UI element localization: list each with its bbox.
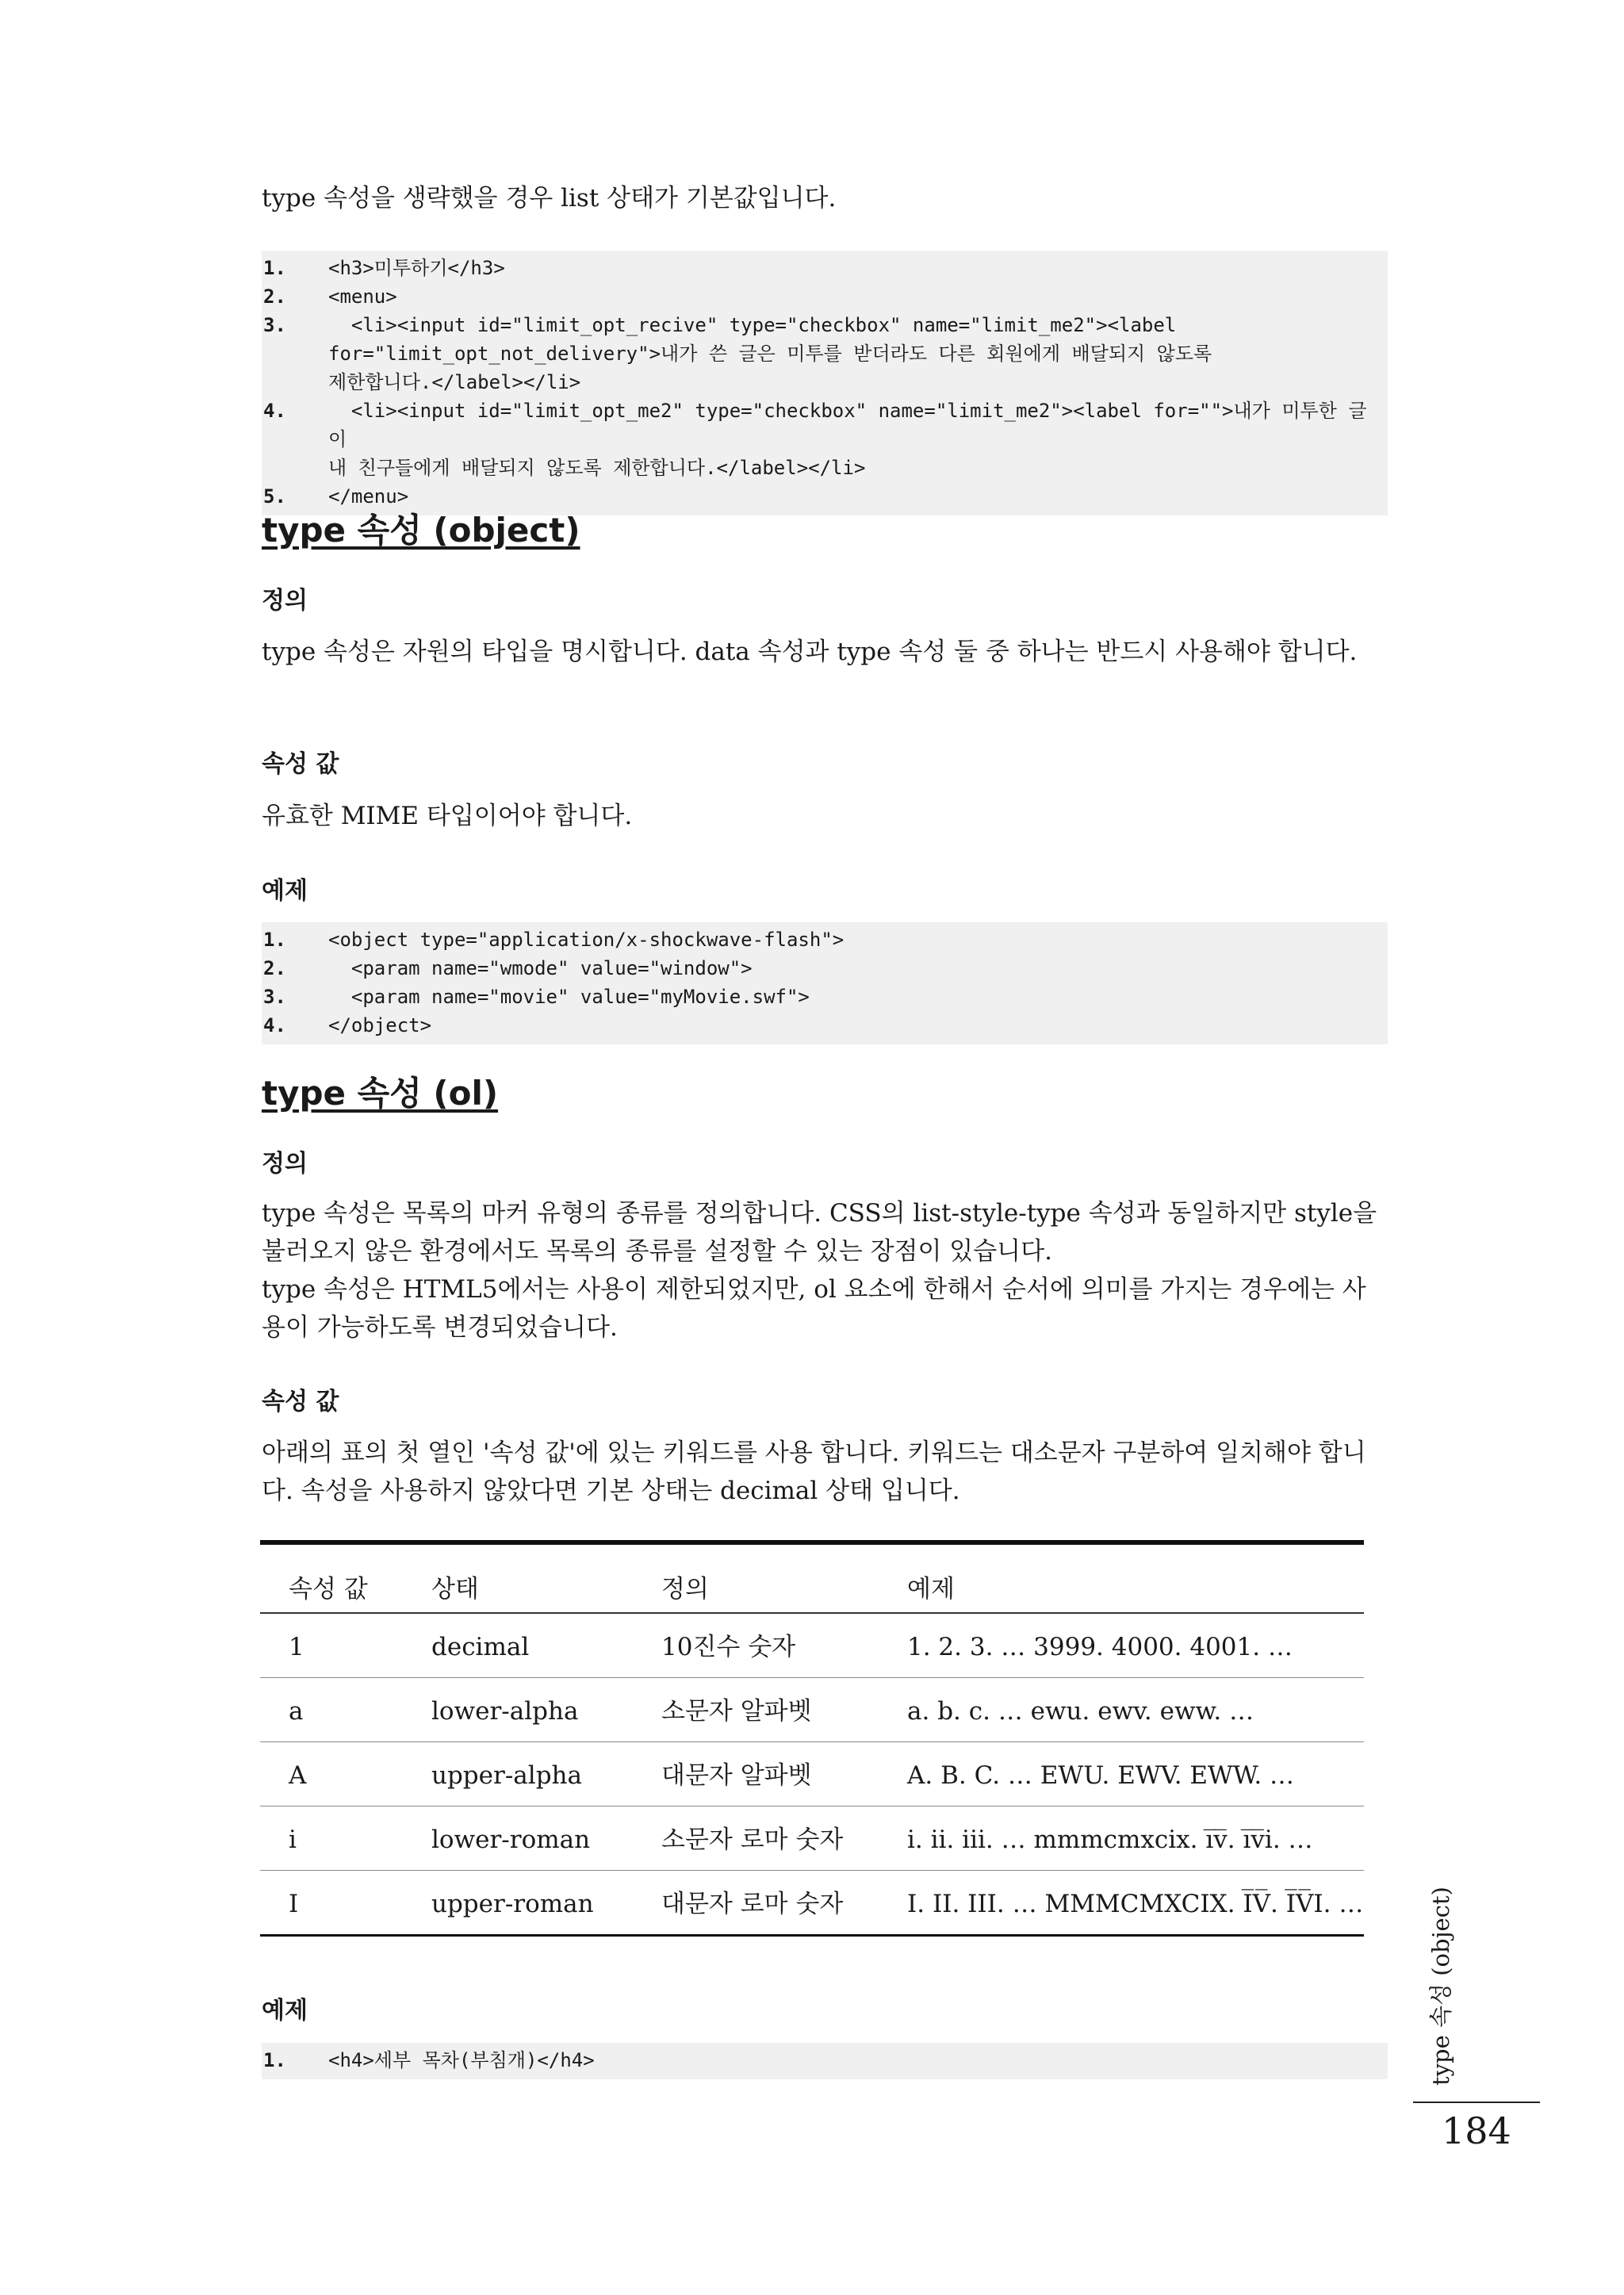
table-cell: A bbox=[289, 1761, 307, 1790]
object-definition-text: type 속성은 자원의 타입을 명시합니다. data 속성과 type 속성 둘 중 하나는 반드시 사용해야 합니다. bbox=[262, 638, 1358, 666]
code-line bbox=[262, 254, 1388, 282]
column-header: 정의 bbox=[661, 1575, 709, 1603]
table-cell: I bbox=[289, 1890, 299, 1918]
object-value-text: 유효한 MIME 타입이어야 합니다. bbox=[262, 802, 633, 830]
code-line bbox=[262, 983, 1388, 1011]
code-block-object bbox=[262, 922, 1388, 1044]
page-number: 184 bbox=[1442, 2109, 1511, 2152]
code-text: <menu> bbox=[328, 285, 397, 308]
ol-definition-text: type 속성은 목록의 마커 유형의 종류를 정의합니다. CSS의 list-style-type 속성과 동일하지만 style을 불러오지 않은 환경에서도 목록의 종류를 설정할 수 있는 장점이 있습니다. bbox=[262, 1199, 1377, 1266]
table-row bbox=[260, 1613, 1364, 1678]
line-number: 1. bbox=[263, 257, 286, 279]
code-line bbox=[262, 311, 1388, 397]
code-text: </object> bbox=[328, 1014, 432, 1036]
page-number-rule bbox=[1413, 2102, 1540, 2103]
ol-value-text: 아래의 표의 첫 열인 '속성 값'에 있는 키워드를 사용 합니다. 키워드는 대소문자 구분하여 일치해야 합니다. 속성을 사용하지 않았다면 기본 상태는 decimal 상태 입니다. bbox=[262, 1439, 1366, 1505]
running-section-label: type 속성 (object) bbox=[1427, 1887, 1454, 2086]
line-number: 3. bbox=[263, 986, 286, 1008]
table-cell: 1. 2. 3. … 3999. 4000. 4001. … bbox=[907, 1633, 1293, 1661]
column-header: 상태 bbox=[431, 1575, 479, 1603]
table-cell: 소문자 로마 숫자 bbox=[661, 1826, 844, 1854]
code-text: <object type="application/x-shockwave-flash"> bbox=[328, 929, 845, 951]
line-number: 1. bbox=[263, 2049, 286, 2071]
table-cell: I. II. III. … MMMCMXCIX. I̅V̅. I̅V̅I. … bbox=[907, 1890, 1364, 1918]
code-text: <param name="movie" value="myMovie.swf"> bbox=[328, 986, 810, 1008]
code-text: <li><input id="limit_opt_recive" type="checkbox" name="limit_me2"><label for="limit_opt_not_delivery">내가 쓴 글은 미투를 받더라도 다른 회원에게 배달되지 않도록 제한합니다.</label></li> bbox=[328, 314, 1212, 393]
table-row bbox=[260, 1806, 1364, 1871]
definition-heading: 정의 bbox=[262, 1150, 308, 1178]
section-title-object: type 속성 (object) bbox=[262, 511, 580, 550]
ol-definition-text-2: type 속성은 HTML5에서는 사용이 제한되었지만, ol 요소에 한해서 순서에 의미를 가지는 경우에는 사용이 가능하도록 변경되었습니다. bbox=[262, 1275, 1366, 1342]
line-number: 5. bbox=[263, 485, 286, 508]
code-text: </menu> bbox=[328, 485, 409, 508]
example-heading: 예제 bbox=[262, 1997, 308, 2025]
line-number: 3. bbox=[263, 314, 286, 336]
definition-heading: 정의 bbox=[262, 587, 308, 615]
line-number: 1. bbox=[263, 929, 286, 951]
code-line bbox=[262, 2046, 1388, 2075]
line-number: 4. bbox=[263, 1014, 286, 1036]
code-line bbox=[262, 1011, 1388, 1040]
table-cell: lower-alpha bbox=[431, 1697, 579, 1726]
table-cell: a bbox=[289, 1697, 304, 1726]
column-header: 속성 값 bbox=[289, 1575, 368, 1603]
table-row bbox=[260, 1871, 1364, 1936]
code-line bbox=[262, 397, 1388, 482]
table-row bbox=[260, 1742, 1364, 1806]
code-text: <param name="wmode" value="window"> bbox=[328, 957, 753, 979]
column-header: 예제 bbox=[907, 1575, 955, 1603]
code-text: <h4>세부 목차(부침개)</h4> bbox=[328, 2049, 595, 2071]
code-line bbox=[262, 954, 1388, 983]
code-line bbox=[262, 925, 1388, 954]
example-heading: 예제 bbox=[262, 877, 308, 905]
table-cell: lower-roman bbox=[431, 1826, 591, 1854]
code-line bbox=[262, 282, 1388, 311]
line-number: 4. bbox=[263, 400, 286, 422]
intro-paragraph: type 속성을 생략했을 경우 list 상태가 기본값입니다. bbox=[262, 184, 837, 213]
table-cell: upper-roman bbox=[431, 1890, 594, 1918]
table-cell: 1 bbox=[289, 1633, 304, 1661]
code-text: <li><input id="limit_opt_me2" type="checkbox" name="limit_me2"><label for="">내가 미투한 글이 내 친구들에게 배달되지 않도록 제한합니다.</label></li> bbox=[328, 400, 1367, 479]
line-number: 2. bbox=[263, 285, 286, 308]
table-cell: 대문자 알파벳 bbox=[661, 1761, 812, 1790]
table-cell: 대문자 로마 숫자 bbox=[661, 1890, 844, 1918]
table-header-row bbox=[260, 1542, 1364, 1613]
table-cell: a. b. c. … ewu. ewv. eww. … bbox=[907, 1697, 1254, 1726]
attribute-value-heading: 속성 값 bbox=[262, 1388, 339, 1416]
code-text: <h3>미투하기</h3> bbox=[328, 257, 505, 279]
attribute-value-heading: 속성 값 bbox=[262, 750, 339, 778]
table-row bbox=[260, 1678, 1364, 1742]
table-cell: 10진수 숫자 bbox=[661, 1633, 796, 1661]
table-cell: upper-alpha bbox=[431, 1761, 582, 1790]
section-title-ol: type 속성 (ol) bbox=[262, 1074, 499, 1113]
table-cell: 소문자 알파벳 bbox=[661, 1697, 812, 1726]
table-cell: decimal bbox=[431, 1633, 530, 1661]
attribute-values-table bbox=[260, 1540, 1364, 1937]
table-cell: i bbox=[289, 1826, 297, 1854]
line-number: 2. bbox=[263, 957, 286, 979]
table-cell: A. B. C. … EWU. EWV. EWW. … bbox=[907, 1761, 1295, 1790]
code-block-menu bbox=[262, 251, 1388, 515]
table-cell: i. ii. iii. … mmmcmxcix. i̅v̅. i̅v̅i. … bbox=[907, 1826, 1313, 1854]
code-block-ol bbox=[262, 2043, 1388, 2079]
